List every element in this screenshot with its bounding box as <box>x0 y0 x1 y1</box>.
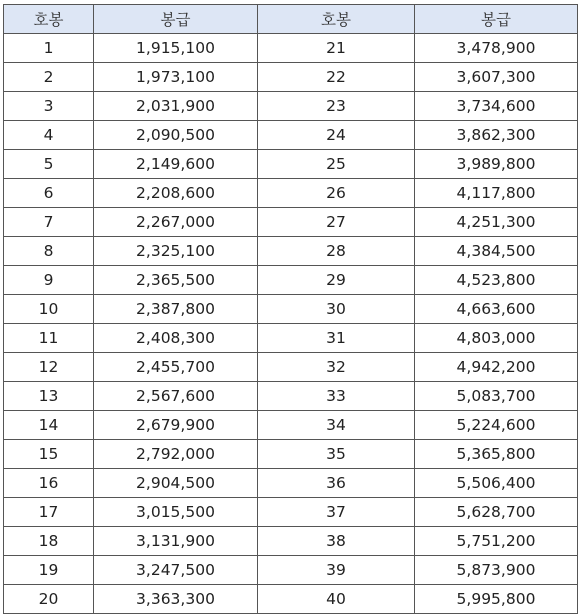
salary-cell: 1,915,100 <box>94 34 258 63</box>
salary-cell: 5,873,900 <box>415 556 578 585</box>
grade-cell: 6 <box>4 179 94 208</box>
grade-cell: 25 <box>258 150 415 179</box>
table-row <box>4 440 578 469</box>
table-row <box>4 382 578 411</box>
grade-cell: 3 <box>4 92 94 121</box>
table-row <box>4 92 578 121</box>
grade-cell: 31 <box>258 324 415 353</box>
salary-cell: 2,267,000 <box>94 208 258 237</box>
table-row <box>4 353 578 382</box>
salary-cell: 2,679,900 <box>94 411 258 440</box>
salary-cell: 3,607,300 <box>415 63 578 92</box>
grade-cell: 5 <box>4 150 94 179</box>
table-row <box>4 527 578 556</box>
table-row <box>4 498 578 527</box>
salary-cell: 5,751,200 <box>415 527 578 556</box>
grade-cell: 40 <box>258 585 415 614</box>
table-row <box>4 324 578 353</box>
table-row <box>4 208 578 237</box>
salary-cell: 3,478,900 <box>415 34 578 63</box>
table-row <box>4 295 578 324</box>
grade-cell: 33 <box>258 382 415 411</box>
grade-cell: 11 <box>4 324 94 353</box>
grade-cell: 32 <box>258 353 415 382</box>
salary-cell: 4,251,300 <box>415 208 578 237</box>
grade-cell: 16 <box>4 469 94 498</box>
grade-cell: 17 <box>4 498 94 527</box>
table-row <box>4 150 578 179</box>
grade-cell: 35 <box>258 440 415 469</box>
salary-cell: 2,792,000 <box>94 440 258 469</box>
salary-cell: 2,149,600 <box>94 150 258 179</box>
header-grade-1: 호봉 <box>4 5 94 34</box>
salary-cell: 2,031,900 <box>94 92 258 121</box>
salary-cell: 3,363,300 <box>94 585 258 614</box>
table-row <box>4 585 578 614</box>
header-salary-2: 봉급 <box>415 5 578 34</box>
grade-cell: 39 <box>258 556 415 585</box>
salary-cell: 5,995,800 <box>415 585 578 614</box>
table-header-row <box>4 5 578 34</box>
grade-cell: 10 <box>4 295 94 324</box>
grade-cell: 14 <box>4 411 94 440</box>
table-row <box>4 266 578 295</box>
salary-cell: 1,973,100 <box>94 63 258 92</box>
grade-cell: 19 <box>4 556 94 585</box>
grade-cell: 23 <box>258 92 415 121</box>
salary-cell: 5,083,700 <box>415 382 578 411</box>
salary-cell: 3,247,500 <box>94 556 258 585</box>
salary-cell: 4,803,000 <box>415 324 578 353</box>
header-salary-1: 봉급 <box>94 5 258 34</box>
table-row <box>4 121 578 150</box>
grade-cell: 8 <box>4 237 94 266</box>
table-row <box>4 411 578 440</box>
salary-cell: 2,365,500 <box>94 266 258 295</box>
header-grade-2: 호봉 <box>258 5 415 34</box>
table-row <box>4 237 578 266</box>
salary-cell: 4,117,800 <box>415 179 578 208</box>
grade-cell: 34 <box>258 411 415 440</box>
salary-cell: 5,365,800 <box>415 440 578 469</box>
table-row <box>4 179 578 208</box>
grade-cell: 15 <box>4 440 94 469</box>
table-row <box>4 34 578 63</box>
salary-cell: 4,942,200 <box>415 353 578 382</box>
grade-cell: 26 <box>258 179 415 208</box>
salary-cell: 2,387,800 <box>94 295 258 324</box>
salary-cell: 3,015,500 <box>94 498 258 527</box>
grade-cell: 29 <box>258 266 415 295</box>
salary-cell: 2,904,500 <box>94 469 258 498</box>
salary-cell: 5,506,400 <box>415 469 578 498</box>
grade-cell: 38 <box>258 527 415 556</box>
salary-cell: 2,455,700 <box>94 353 258 382</box>
grade-cell: 9 <box>4 266 94 295</box>
grade-cell: 2 <box>4 63 94 92</box>
salary-cell: 3,862,300 <box>415 121 578 150</box>
grade-cell: 1 <box>4 34 94 63</box>
grade-cell: 22 <box>258 63 415 92</box>
table-body <box>4 34 578 614</box>
table-row <box>4 63 578 92</box>
salary-cell: 4,384,500 <box>415 237 578 266</box>
salary-cell: 3,131,900 <box>94 527 258 556</box>
salary-cell: 2,408,300 <box>94 324 258 353</box>
grade-cell: 7 <box>4 208 94 237</box>
grade-cell: 4 <box>4 121 94 150</box>
grade-cell: 36 <box>258 469 415 498</box>
salary-cell: 4,523,800 <box>415 266 578 295</box>
grade-cell: 37 <box>258 498 415 527</box>
table-row <box>4 469 578 498</box>
grade-cell: 18 <box>4 527 94 556</box>
salary-cell: 2,325,100 <box>94 237 258 266</box>
grade-cell: 13 <box>4 382 94 411</box>
table-row <box>4 556 578 585</box>
salary-cell: 3,989,800 <box>415 150 578 179</box>
grade-cell: 27 <box>258 208 415 237</box>
grade-cell: 20 <box>4 585 94 614</box>
grade-cell: 24 <box>258 121 415 150</box>
grade-cell: 12 <box>4 353 94 382</box>
salary-cell: 4,663,600 <box>415 295 578 324</box>
salary-cell: 2,090,500 <box>94 121 258 150</box>
salary-table <box>3 4 578 614</box>
salary-cell: 5,224,600 <box>415 411 578 440</box>
salary-cell: 3,734,600 <box>415 92 578 121</box>
salary-cell: 2,567,600 <box>94 382 258 411</box>
grade-cell: 28 <box>258 237 415 266</box>
grade-cell: 21 <box>258 34 415 63</box>
salary-cell: 2,208,600 <box>94 179 258 208</box>
grade-cell: 30 <box>258 295 415 324</box>
salary-table-container <box>3 4 578 614</box>
salary-cell: 5,628,700 <box>415 498 578 527</box>
